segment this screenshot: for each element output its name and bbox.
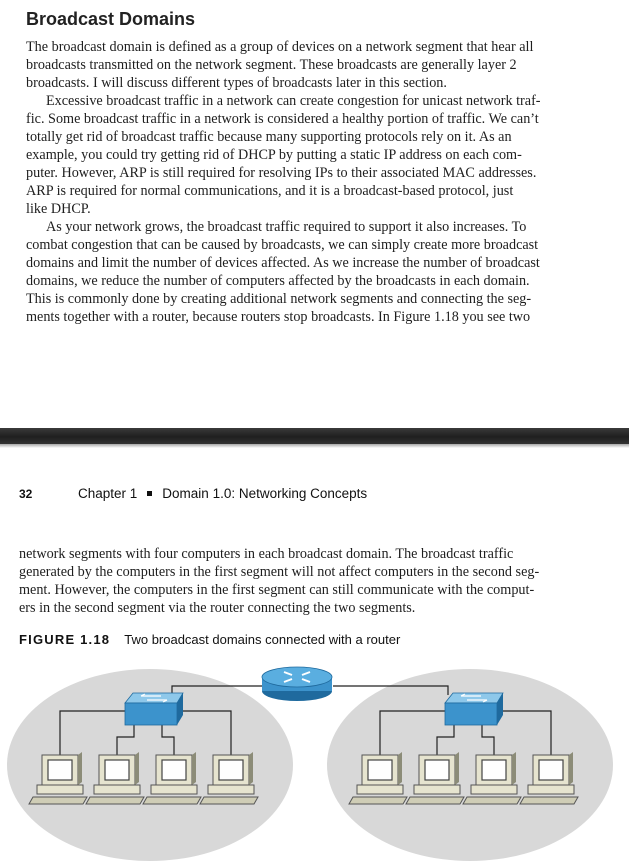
network-diagram [0,655,629,863]
monitor-side [512,752,516,785]
text-line: combat congestion that can be caused by broadcasts, we can simply create more broadcast [26,237,539,253]
text-line: example, you could try getting rid of DHCP by putting a static IP address on each com- [26,147,522,163]
text-line: ers in the second segment via the router connecting the two segments. [19,600,416,616]
running-header [78,486,367,501]
router-icon [262,667,332,701]
page-number: 32 [19,487,33,501]
keyboard [349,797,407,804]
text-line: fic. Some broadcast traffic in a network is considered a healthy portion of traffic. We can’t [26,111,539,127]
body-text-page-1 [26,38,611,326]
text-line: ment. However, the computers in the first segment can still communicate with the comput- [19,582,535,598]
figure-caption-text: Two broadcast domains connected with a router [124,632,401,647]
header-separator [147,491,152,496]
text-line: network segments with four computers in each broadcast domain. The broadcast traffic [19,546,514,562]
figure-number: FIGURE 1.18 [19,632,111,647]
computer-base [414,785,460,794]
monitor-side [455,752,459,785]
monitor-side [398,752,402,785]
monitor-screen [425,760,449,780]
monitor-screen [162,760,186,780]
computer-base [151,785,197,794]
keyboard [463,797,521,804]
switch-icon [125,693,183,725]
monitor-side [249,752,253,785]
computer-base [357,785,403,794]
text-line: puter. However, ARP is still required for resolving IPs to their associated MAC addresses. [26,165,537,181]
text-line: The broadcast domain is defined as a group of devices on a network segment that hear all [26,39,534,55]
computer-base [528,785,574,794]
keyboard [143,797,201,804]
section-heading: Broadcast Domains [26,9,196,29]
switch-front [445,703,497,725]
router-top [262,667,332,687]
switch-icon [445,693,503,725]
text-line: generated by the computers in the first segment will not affect computers in the second seg- [19,564,540,580]
switch-top [125,693,183,703]
keyboard [406,797,464,804]
keyboard [86,797,144,804]
monitor-screen [539,760,563,780]
text-line: As your network grows, the broadcast traffic required to support it also increases. To [46,219,527,235]
section-label: Domain 1.0: Networking Concepts [162,486,368,501]
page-break [0,428,629,444]
text-line: This is commonly done by creating additional network segments and connecting the seg- [26,291,532,307]
computer-base [94,785,140,794]
computer-base [471,785,517,794]
text-line: like DHCP. [26,201,91,217]
text-line: domains, we reduce the number of computers affected by the broadcasts in each domain. [26,273,530,289]
keyboard [520,797,578,804]
monitor-screen [482,760,506,780]
monitor-side [569,752,573,785]
text-line: totally get rid of broadcast traffic because many supporting protocols rely on it. As an [26,129,512,145]
text-line: domains and limit the number of devices affected. As we increase the number of broadcast [26,255,540,271]
monitor-screen [219,760,243,780]
text-line: ments together with a router, because routers stop broadcasts. In Figure 1.18 you see two [26,309,531,325]
text-line: broadcasts. I will discuss different types of broadcasts later in this section. [26,75,447,91]
computer-base [208,785,254,794]
text-line: ARP is required for normal communications, and it is a broadcast-based protocol, just [26,183,514,199]
switch-top [445,693,503,703]
monitor-screen [368,760,392,780]
monitor-side [192,752,196,785]
text-line: broadcasts transmitted on the network segment. These broadcasts are generally layer 2 [26,57,517,73]
keyboard [200,797,258,804]
monitor-screen [105,760,129,780]
computer-base [37,785,83,794]
switch-front [125,703,177,725]
text-line: Excessive broadcast traffic in a network can create congestion for unicast network traf- [46,93,541,109]
keyboard [29,797,87,804]
figure-caption [19,632,400,647]
monitor-side [78,752,82,785]
body-text-page-2 [19,545,611,617]
monitor-side [135,752,139,785]
chapter-label: Chapter 1 [78,486,138,501]
monitor-screen [48,760,72,780]
